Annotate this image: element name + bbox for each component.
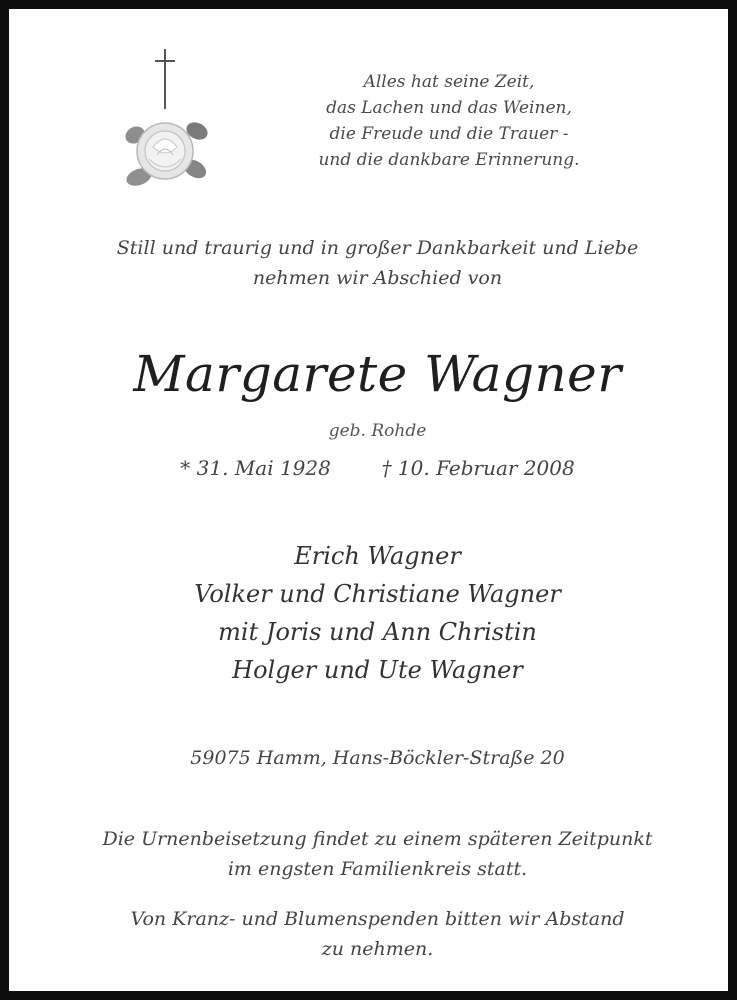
rose-icon bbox=[122, 119, 210, 189]
flowers-line: zu nehmen. bbox=[321, 938, 434, 960]
cross-icon bbox=[155, 49, 175, 109]
birth-name: geb. Rohde bbox=[328, 421, 427, 441]
family-members bbox=[9, 537, 737, 689]
intro-line: Still und traurig und in großer Dankbarkeit und Liebe bbox=[116, 237, 639, 259]
notice-line: Die Urnenbeisetzung findet zu einem späteren Zeitpunkt bbox=[102, 828, 653, 850]
poem-line: die Freude und die Trauer - bbox=[329, 124, 569, 144]
poem-line: das Lachen und das Weinen, bbox=[326, 98, 572, 118]
family-line: mit Joris und Ann Christin bbox=[218, 618, 537, 646]
notice-line: im engsten Familienkreis statt. bbox=[227, 858, 528, 880]
death-date: † 10. Februar 2008 bbox=[381, 456, 575, 480]
poem-line: Alles hat seine Zeit, bbox=[363, 72, 535, 92]
poem-line: und die dankbare Erinnerung. bbox=[318, 150, 580, 170]
family-line: Erich Wagner bbox=[294, 542, 461, 570]
flowers-line: Von Kranz- und Blumenspenden bitten wir Abstand bbox=[130, 908, 625, 930]
life-dates bbox=[9, 453, 737, 483]
poem-verse bbox=[279, 69, 619, 173]
birth-date: * 31. Mai 1928 bbox=[180, 456, 331, 480]
address: 59075 Hamm, Hans-Böckler-Straße 20 bbox=[190, 747, 565, 769]
deceased-name: Margarete Wagner bbox=[133, 345, 622, 403]
family-line: Holger und Ute Wagner bbox=[232, 656, 523, 684]
family-line: Volker und Christiane Wagner bbox=[194, 580, 561, 608]
intro-line: nehmen wir Abschied von bbox=[252, 267, 503, 289]
burial-notice bbox=[9, 824, 737, 884]
intro-text bbox=[9, 233, 737, 293]
flowers-note bbox=[9, 904, 737, 964]
cross-and-rose-emblem bbox=[113, 47, 221, 197]
